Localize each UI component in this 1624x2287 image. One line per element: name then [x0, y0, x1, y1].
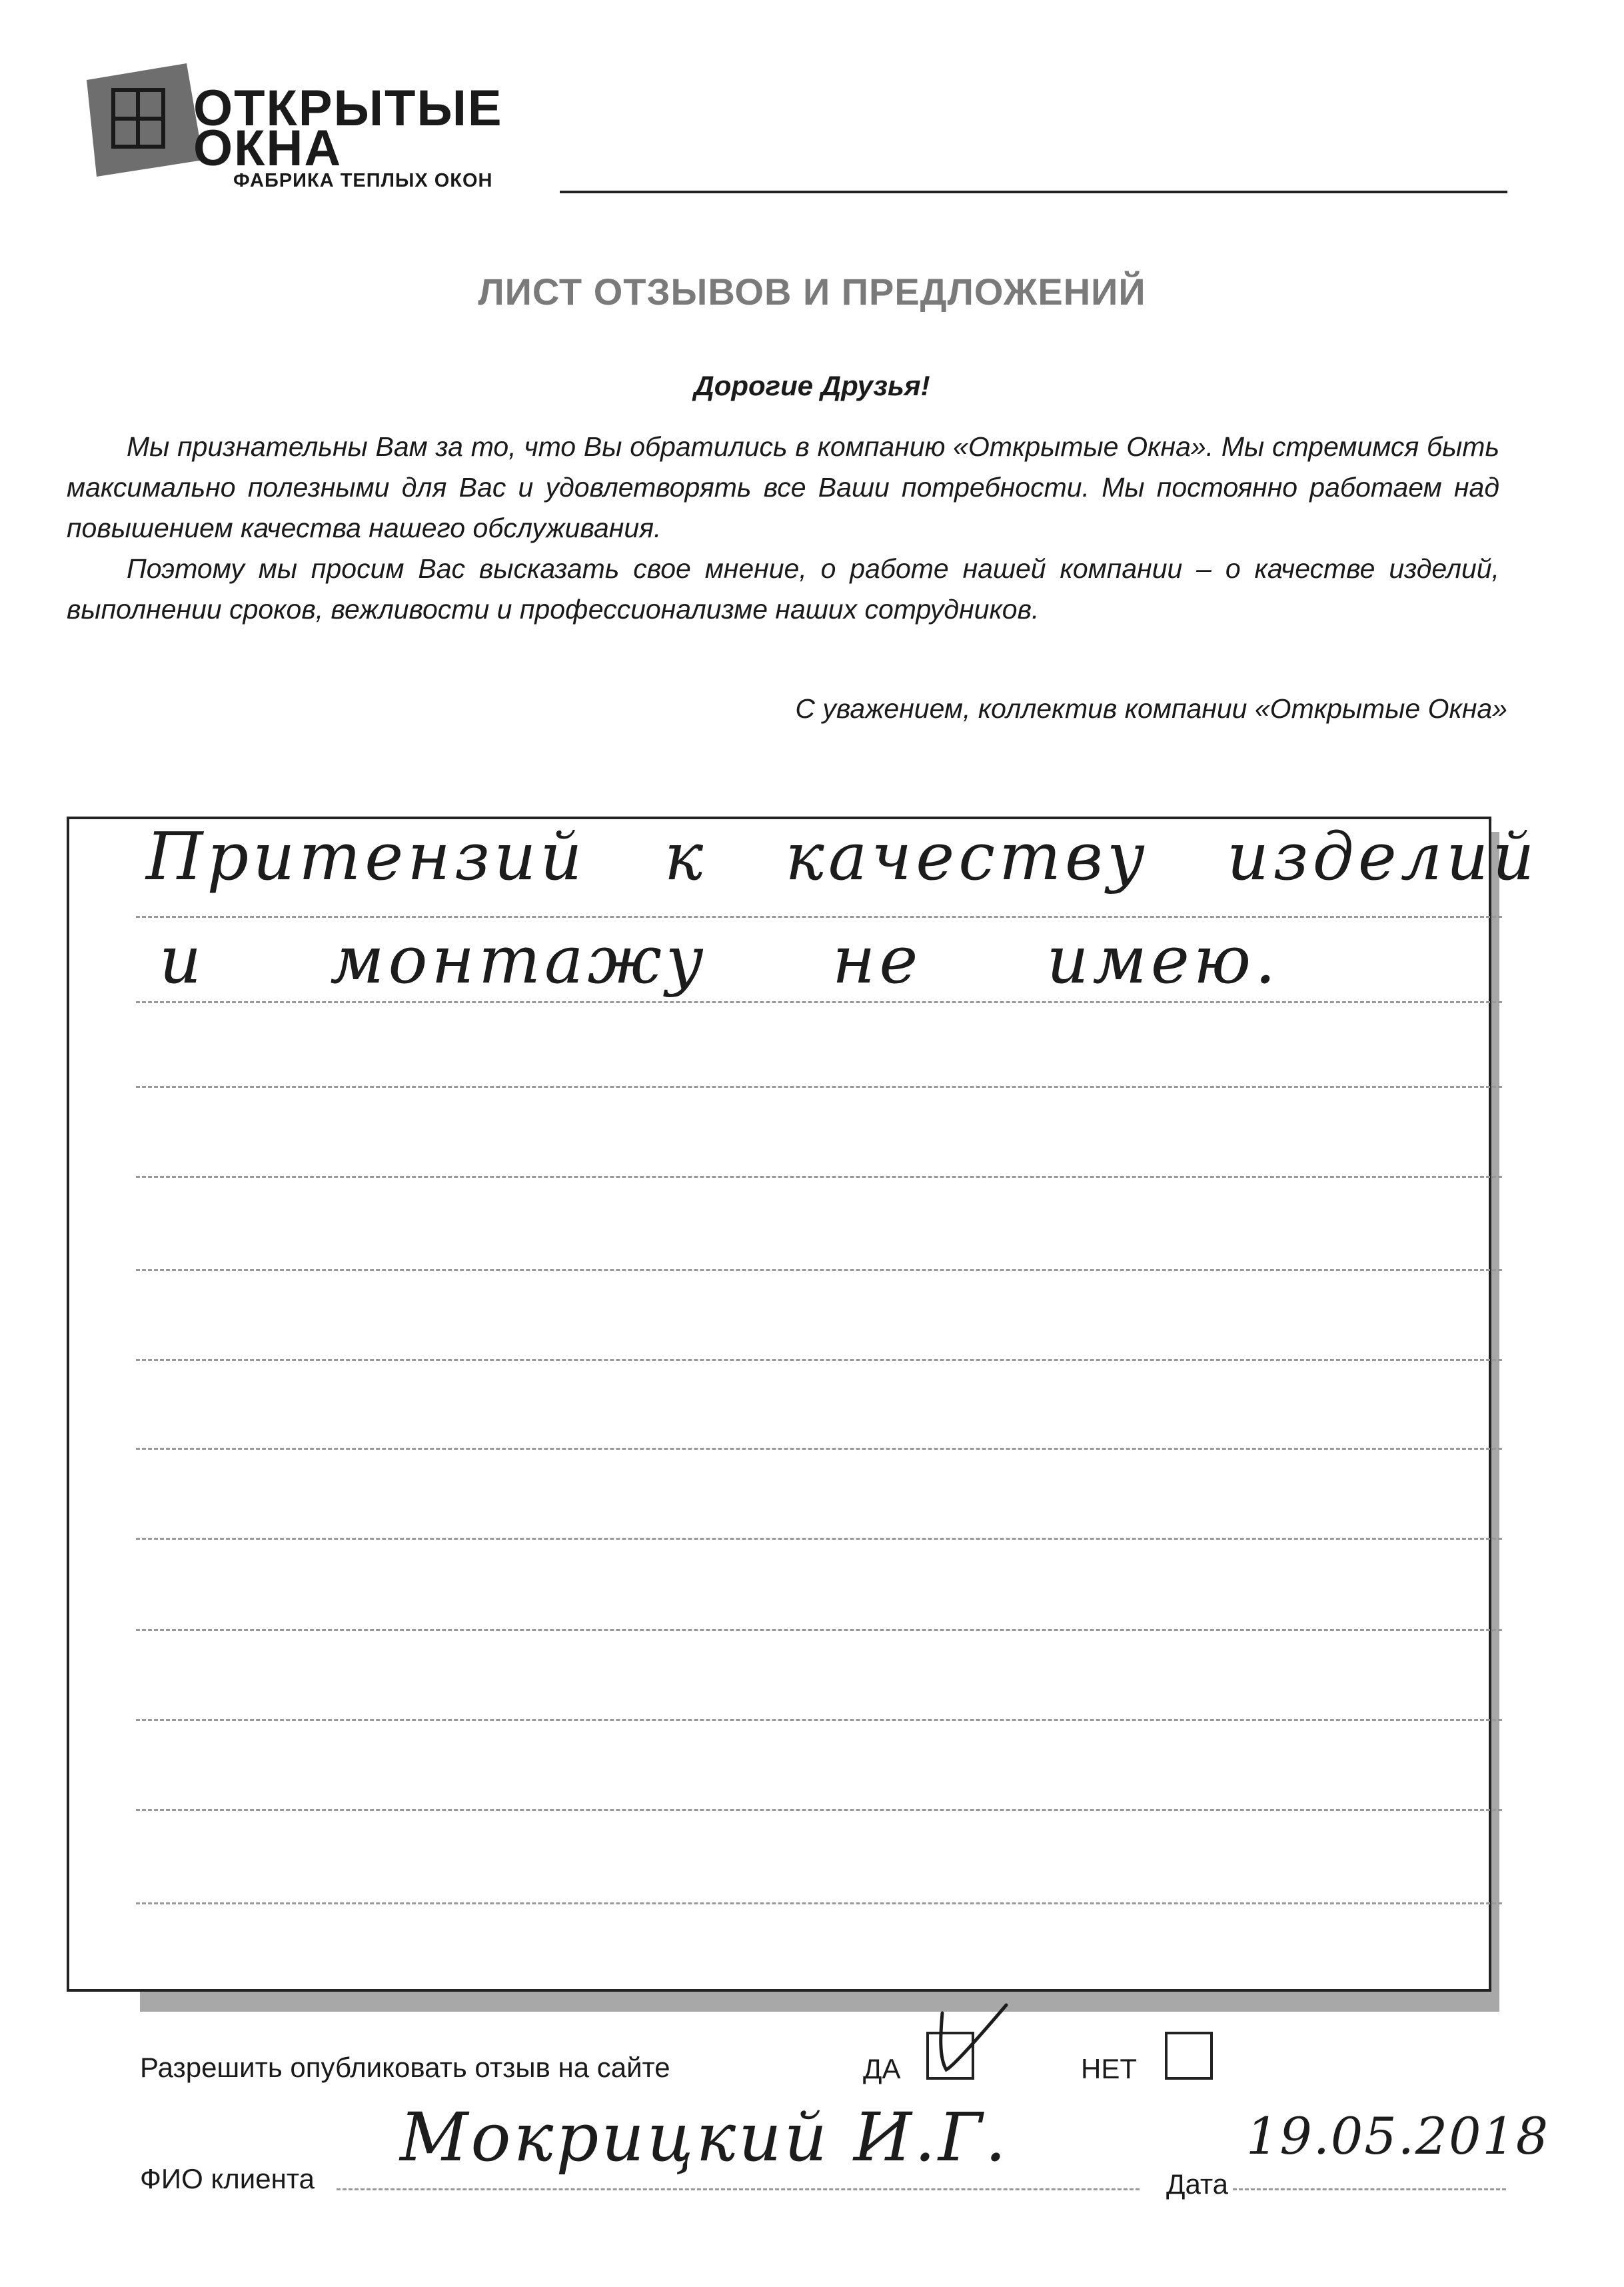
company-logo: [67, 53, 546, 207]
client-name-line: [337, 2188, 1140, 2190]
handwritten-feedback-line-2: и монтажу не имею.: [159, 923, 1280, 999]
page-title: ЛИСТ ОТЗЫВОВ И ПРЕДЛОЖЕНИЙ: [478, 271, 1146, 313]
ruled-line: [136, 1809, 1502, 1811]
checkmark-icon: [933, 2000, 1013, 2093]
ruled-line: [136, 1176, 1502, 1178]
ruled-line: [136, 1538, 1502, 1540]
ruled-line: [136, 1359, 1502, 1361]
intro-text: [67, 427, 1499, 630]
publish-consent-label: Разрешить опубликовать отзыв на сайте: [140, 2052, 670, 2083]
window-logo-icon: [73, 60, 207, 180]
logo-line-2: ОКНА: [193, 120, 343, 177]
ruled-line: [136, 1001, 1502, 1003]
header-divider: [560, 191, 1507, 193]
intro-paragraph-2: Поэтому мы просим Вас высказать свое мнение, о работе нашей компании – о качестве изделий, выполнении сроков, вежливости и профессионализме наших сотрудников.: [67, 553, 1499, 625]
client-name-value[interactable]: Мокрицкий И.Г.: [400, 2098, 1009, 2176]
logo-line-1: ОТКРЫТЫЕ: [193, 80, 503, 137]
ruled-line: [136, 1719, 1502, 1721]
date-line: [1233, 2188, 1506, 2190]
publish-no-checkbox[interactable]: [1165, 2032, 1213, 2080]
ruled-line: [136, 1902, 1502, 1904]
publish-no-label: НЕТ: [1081, 2053, 1137, 2084]
ruled-line: [136, 1086, 1502, 1088]
logo-tagline: ФАБРИКА ТЕПЛЫХ ОКОН: [233, 170, 493, 191]
ruled-line: [136, 916, 1502, 918]
ruled-line: [136, 1448, 1502, 1450]
greeting: Дорогие Друзья!: [694, 370, 930, 401]
company-signature: С уважением, коллектив компании «Открытые Окна»: [795, 693, 1507, 724]
ruled-line: [136, 1269, 1502, 1271]
handwritten-feedback-line-1: Притензий к качеству изделий: [146, 819, 1539, 895]
client-name-label: ФИО клиента: [140, 2163, 315, 2194]
intro-paragraph-1: Мы признательны Вам за то, что Вы обратились в компанию «Открытые Окна». Мы стремимся быть максимально полезными для Вас и удовлетворять все Ваши потребности. Мы постоянно работаем над повышением качества нашего обслуживания.: [67, 431, 1499, 543]
date-label: Дата: [1166, 2168, 1229, 2200]
ruled-line: [136, 1629, 1502, 1631]
date-value[interactable]: 19.05.2018: [1246, 2106, 1550, 2166]
publish-yes-label: ДА: [863, 2053, 901, 2084]
feedback-box[interactable]: [67, 817, 1539, 1992]
